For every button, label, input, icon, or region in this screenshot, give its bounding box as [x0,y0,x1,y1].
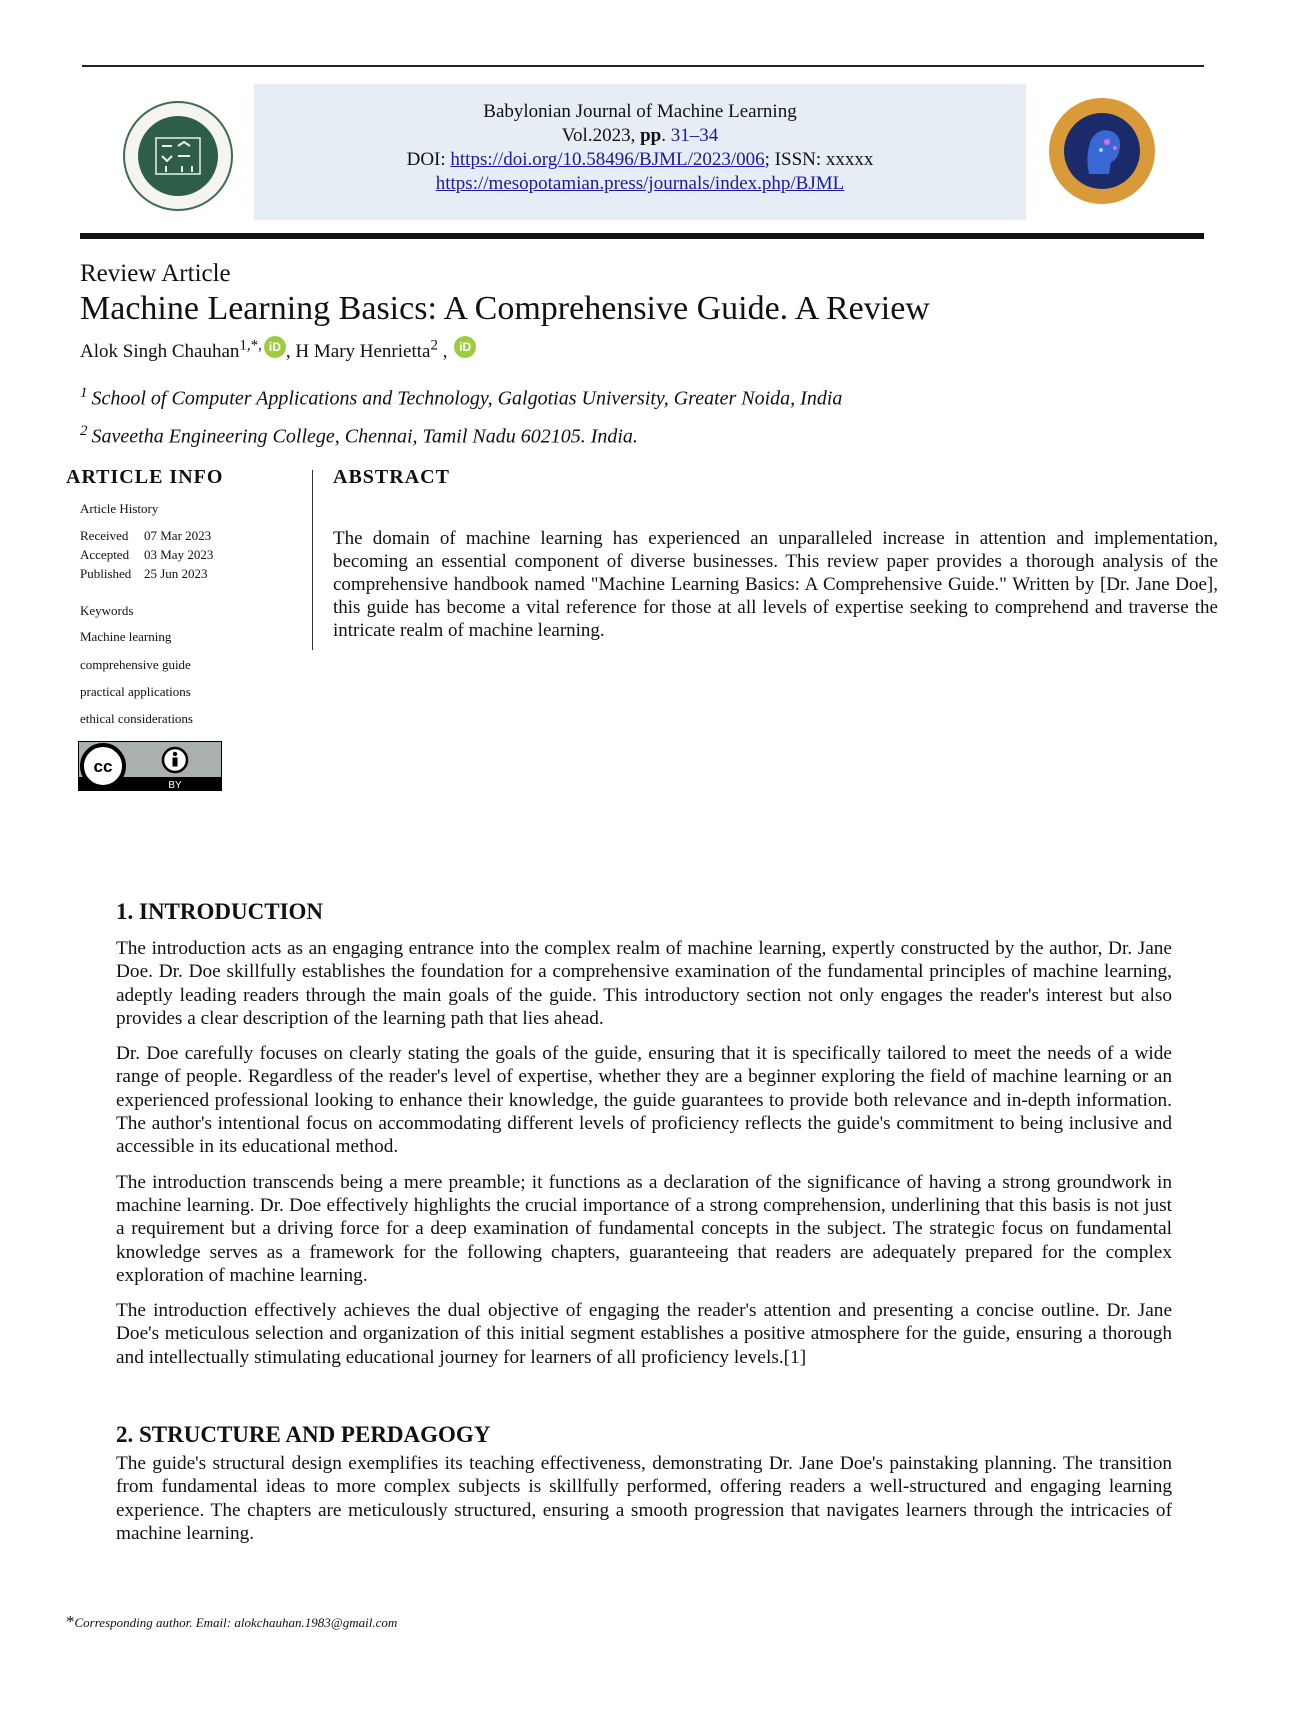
babylonian-journal-logo [1047,96,1157,206]
affiliation: $^2$ Saveetha Engineering College, Chennai, Tamil Nadu 602105. India. [80,423,638,448]
article-type: Review Article [80,260,231,287]
mesopotamian-press-logo [122,100,234,212]
orcid-icon[interactable]: iD [264,336,286,358]
author-list: Alok Singh Chauhan$^{1,*,}$ iD , H Mary Henrietta$^2$ , iD [80,336,476,363]
section-heading: 1. INTRODUCTION [116,899,324,924]
header-divider [80,233,1204,239]
journal-header [254,100,1026,196]
doi-line: DOI: https://doi.org/10.58496/BJML/2023/006; ISSN: xxxxx [406,149,874,170]
author-name: Alok Singh Chauhan [80,341,240,362]
history-received: Received 07 Mar 2023 [80,528,212,543]
paragraph: Dr. Doe carefully focuses on clearly stating the goals of the guide, ensuring that it is specifically tailored to meet the needs of a wide range of people. Regardless of the reader's level of expertise, whether they are a beginner exploring the field of machine learning or an experienced professional looking to enhance their knowledge, the guide guarantees to provide both relevance and in-depth information. The author's intentional focus on accommodating different levels of proficiency reflects the guide's commitment to being inclusive and accessible in its educational method. [116,1043,1172,1158]
paragraph: The guide's structural design exemplifies its teaching effectiveness, demonstrating Dr. Jane Doe's painstaking planning. The transition from fundamental ideas to more complex subjects is skillfully performed, offering readers a well-structured and engaging learning experience. The chapters are meticulously structured, ensuring a smooth progression that navigates learners through the intricacies of machine learning. [116,1453,1172,1544]
paragraph: The introduction acts as an engaging entrance into the complex realm of machine learning, expertly constructed by the author, Dr. Jane Doe. Dr. Doe skillfully establishes the foundation for a comprehensive examination of the fundamental principles of machine learning, adeptly leading readers through the main goals of the guide. This introductory section not only engages the reader's interest but also provides a clear description of the learning path that lies ahead. [116,938,1172,1029]
history-published: Published 25 Jun 2023 [80,566,208,581]
volume-pages: Vol.2023, pp. 31–34 [561,125,719,146]
keywords-label: Keywords [80,603,134,618]
abstract-text: The domain of machine learning has experienced an unparalleled increase in attention and implementation, becoming an essential component of diverse businesses. This review paper provides a thorough analysis of the comprehensive handbook named "Machine Learning Basics: A Comprehensive Guide." Written by [Dr. Jane Doe], this guide has become a vital reference for those at all levels of expertise seeking to comprehend and traverse the intricate realm of machine learning. [333,528,1218,641]
orcid-icon[interactable]: iD [454,336,476,358]
paragraph: The introduction effectively achieves the dual objective of engaging the reader's attention and presenting a concise outline. Dr. Jane Doe's meticulous selection and organization of this initial segment establishes a positive atmosphere for the guide, ensuring a thorough and intellectually stimulating educational journey for learners of all proficiency levels.[1] [116,1300,1172,1368]
journal-url-link[interactable]: https://mesopotamian.press/journals/index.php/BJML [435,173,845,194]
by-text: BY [168,780,182,791]
history-accepted: Accepted 03 May 2023 [80,547,214,562]
corresponding-author-footnote: *Corresponding author. Email: alokchauhan.1983@gmail.com [66,1612,398,1631]
column-divider [312,470,313,650]
paragraph: The introduction transcends being a mere preamble; it functions as a declaration of the significance of having a strong groundwork in machine learning. Dr. Doe effectively highlights the crucial importance of a strong comprehension, underlining that this basis is not just a requirement but a driving force for a deep examination of fundamental concepts in the subject. The strategic focus on fundamental knowledge serves as a framework for the following chapters, guaranteeing that readers are adequately prepared for the complex exploration of machine learning. [116,1171,1172,1286]
top-rule [82,65,1204,67]
doi-link[interactable]: https://doi.org/10.58496/BJML/2023/006 [450,149,765,170]
section-structure [116,1422,1172,1545]
article-info-heading: ARTICLE INFO [66,466,224,488]
cc-by-license-badge[interactable] [78,741,222,791]
abstract-heading: ABSTRACT [333,466,450,488]
keyword: comprehensive guide [80,657,191,672]
keyword: practical applications [80,684,191,699]
section-introduction [116,899,1172,1369]
keyword: Machine learning [80,629,172,644]
article-history-label: Article History [80,501,159,516]
journal-name: Babylonian Journal of Machine Learning [483,101,797,122]
affiliation: $^1$ School of Computer Applications and Technology, Galgotias University, Greater Noida, India [80,385,843,410]
section-heading: 2. STRUCTURE AND PERDAGOGY [116,1422,491,1447]
cc-text: cc [93,757,113,776]
keyword: ethical considerations [80,711,193,726]
article-title: Machine Learning Basics: A Comprehensive Guide. A Review [80,290,930,327]
author-name: , H Mary Henrietta [285,341,431,362]
